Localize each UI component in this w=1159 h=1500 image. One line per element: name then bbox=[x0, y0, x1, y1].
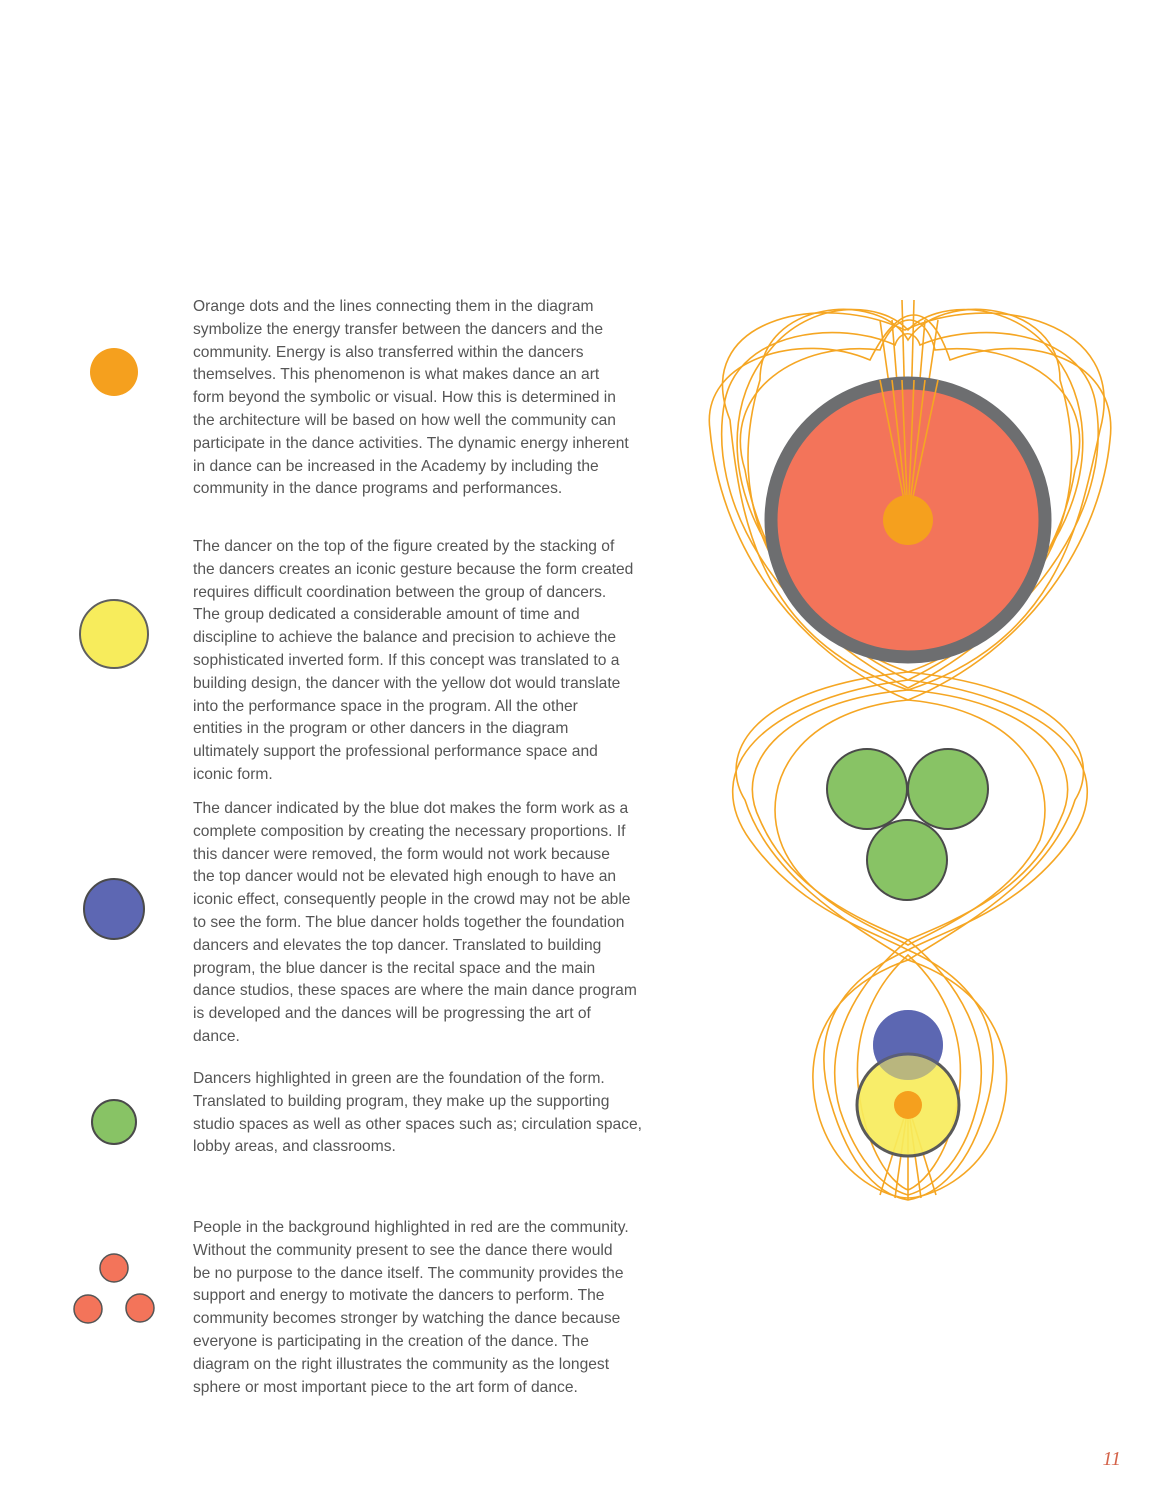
paragraph-blue: The dancer indicated by the blue dot makes the form work as a complete composition by creating the necessary proportions. If this dancer were removed, the form would not work because the top dancer would not be elevated high enough to have an iconic effect, consequently people in the crowd may not be able to see the form. The blue dancer holds together the foundation dancers and elevates the top dancer. Translated to building program, the blue dancer is the recital space and the main dance studios, these spaces are where the main dance program is developed and the dances will be progressing the art of dance. bbox=[193, 800, 637, 1045]
energy-loop bbox=[752, 690, 1067, 940]
green-dancer-bottom bbox=[867, 820, 947, 900]
energy-loop bbox=[733, 680, 1088, 950]
red-dot-icon bbox=[126, 1294, 154, 1322]
orange-dot-icon bbox=[90, 348, 138, 396]
paragraph-green: Dancers highlighted in green are the foundation of the form. Translated to building program, they make up the supporting studio spaces as well as other spaces such as; circulation space, lobby areas, and classrooms. bbox=[193, 1070, 642, 1156]
page-number: 11 bbox=[1102, 1448, 1121, 1470]
energy-dot-bottom bbox=[894, 1091, 922, 1119]
red-dot-icon bbox=[74, 1295, 102, 1323]
yellow-dot-icon bbox=[80, 600, 148, 668]
green-dot-icon bbox=[92, 1100, 136, 1144]
green-dancer-right bbox=[908, 749, 988, 829]
dance-diagram bbox=[690, 280, 1130, 1220]
energy-dot-top bbox=[883, 495, 933, 545]
paragraph-yellow: The dancer on the top of the figure created by the stacking of the dancers creates an iconic gesture because the form created requires difficult coordination between the group of dancers. The group dedicated a considerable amount of time and discipline to achieve the balance and precision to achieve the sophisticated inverted form. If this concept was translated to a building design, the dancer with the yellow dot would translate into the performance space in the program. All the other entities in the program or other dancers in the diagram ultimately support the professional performance space and iconic form. bbox=[193, 538, 634, 783]
paragraph-red: People in the background highlighted in red are the community. Without the community present to see the dance there would be no purpose to the dance itself. The community provides the support and energy to motivate the dancers to perform. The community becomes stronger by watching the dance because everyone is participating in the creation of the dance. The diagram on the right illustrates the community as the longest sphere or most important piece to the art form of dance. bbox=[193, 1219, 629, 1396]
blue-overlap bbox=[873, 1010, 943, 1080]
blue-dot-icon bbox=[84, 879, 144, 939]
red-dot-icon bbox=[100, 1254, 128, 1282]
green-dancer-left bbox=[827, 749, 907, 829]
paragraph-orange: Orange dots and the lines connecting them in the diagram symbolize the energy transfer between the dancers and the community. Energy is also transferred within the dancers themselves. This phenomenon is what makes dance an art form beyond the symbolic or visual. How this is determined in the architecture will be based on how well the community can participate in the dance activities. The dynamic energy inherent in dance can be increased in the Academy by including the community in the dance programs and performances. bbox=[193, 298, 629, 498]
legend bbox=[0, 0, 190, 1500]
